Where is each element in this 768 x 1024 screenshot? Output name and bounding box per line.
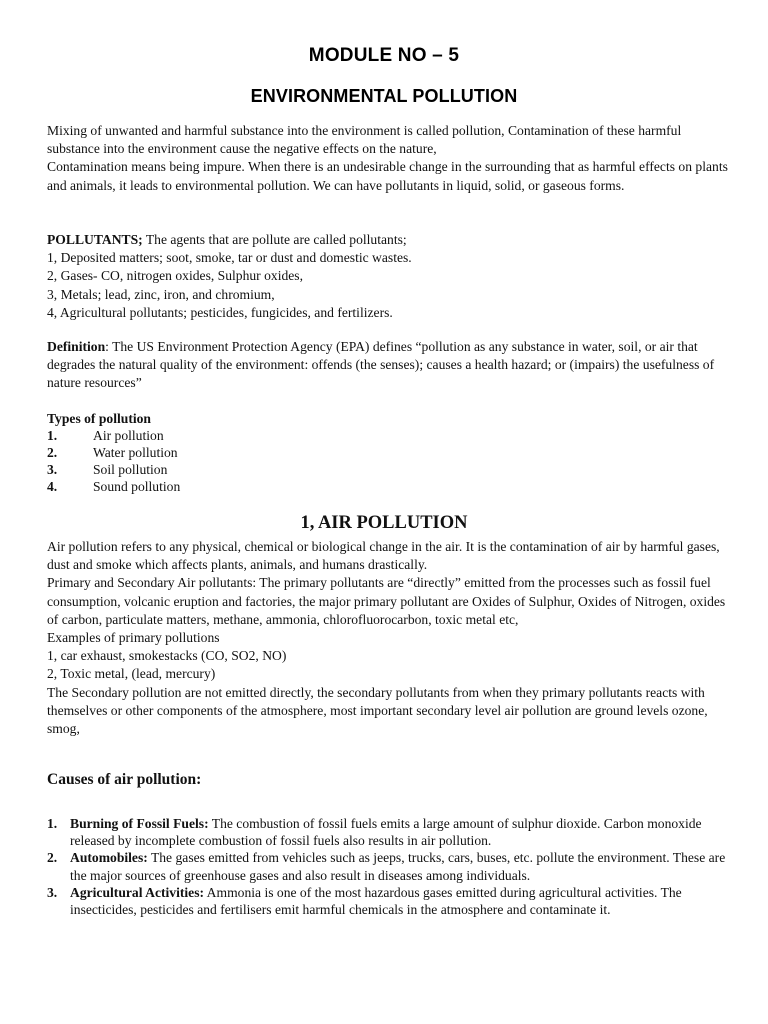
types-section <box>47 410 730 495</box>
pollutants-section <box>47 231 730 322</box>
pollutant-item: 2, Gases- CO, nitrogen oxides, Sulphur oxides, <box>47 268 303 284</box>
air-pollution-section <box>47 538 730 738</box>
definition-section <box>47 338 730 393</box>
list-label: Air pollution <box>93 428 164 443</box>
module-number-heading: MODULE NO – 5 <box>308 45 460 66</box>
air-paragraph: Examples of primary pollutions <box>47 630 220 646</box>
pollutants-text: The agents that are pollute are called pollutants; <box>142 232 407 247</box>
list-item <box>47 427 730 444</box>
list-number: 3. <box>47 462 58 477</box>
air-paragraph: 1, car exhaust, smokestacks (CO, SO2, NO) <box>47 648 287 664</box>
list-item <box>47 444 730 461</box>
pollutants-label: POLLUTANTS; <box>47 232 143 247</box>
types-heading <box>47 410 730 427</box>
air-pollution-heading: 1, AIR POLLUTION <box>300 513 468 533</box>
cause-text: Ammonia is one of the most hazardous gases emitted during agricultural activities. The insecticides, pesticides and fertilisers emit harmful chemicals in the atmosphere and contaminate it. <box>70 884 682 918</box>
intro-paragraph: Contamination means being impure. When there is an undesirable change in the surrounding that as harmful effects on plants and animals, it leads to environmental pollution. We can have pollutants in liquid, solid, or gaseous forms. <box>47 159 728 193</box>
list-text <box>70 849 730 883</box>
cause-label: Agricultural Activities: <box>70 884 205 900</box>
cause-text: The combustion of fossil fuels emits a large amount of sulphur dioxide. Carbon monoxide released by incomplete combustion of fossil fuels also results in air pollution. <box>70 816 702 849</box>
list-item <box>47 478 730 495</box>
definition-text: : The US Environment Protection Agency (EPA) defines “pollution as any substance in water, soil, or air that degrades the natural quality of the environment: offends (the senses); causes a health hazard; or (impairs) the usefulness of nature resources” <box>47 339 715 391</box>
list-item <box>47 849 730 883</box>
intro-section <box>47 122 730 195</box>
cause-text: The gases emitted from vehicles such as jeeps, trucks, cars, buses, etc. pollute the environment. These are the major sources of greenhouse gases and also result in diseases among individuals. <box>70 850 726 883</box>
pollutant-item: 1, Deposited matters; soot, smoke, tar or dust and domestic wastes. <box>47 250 412 266</box>
list-label: Water pollution <box>93 445 178 460</box>
causes-heading: Causes of air pollution: <box>47 771 202 788</box>
definition-paragraph <box>47 338 730 393</box>
pollutant-item: 3, Metals; lead, zinc, iron, and chromium, <box>47 286 275 302</box>
list-number: 3. <box>47 884 58 900</box>
air-paragraph: 2, Toxic metal, (lead, mercury) <box>47 666 216 682</box>
list-text <box>70 884 730 918</box>
pollutant-item: 4, Agricultural pollutants; pesticides, fungicides, and fertilizers. <box>47 304 393 320</box>
pollutants-intro <box>47 231 730 249</box>
list-item <box>47 461 730 478</box>
list-label: Soil pollution <box>93 462 168 477</box>
list-item <box>47 884 730 918</box>
list-number: 4. <box>47 479 58 494</box>
causes-list <box>47 815 730 918</box>
air-paragraph: Air pollution refers to any physical, chemical or biological change in the air. It is the contamination of air by harmful gases, dust and smoke which affects plants, animals, and humans drastically. <box>47 539 720 573</box>
intro-paragraph: Mixing of unwanted and harmful substance into the environment is called pollution, Contamination of these harmful substance into the environment cause the negative effects on the nature, <box>47 123 682 157</box>
list-number: 2. <box>47 445 58 460</box>
list-label: Sound pollution <box>93 479 181 494</box>
definition-label: Definition <box>47 339 106 354</box>
causes-section <box>47 815 730 918</box>
types-list <box>47 427 730 495</box>
list-number: 2. <box>47 850 58 866</box>
cause-label: Burning of Fossil Fuels: <box>70 816 209 831</box>
air-paragraph: Primary and Secondary Air pollutants: The primary pollutants are “directly” emitted from the processes such as fossil fuel consumption, volcanic eruption and factories, the major primary pollutant are Oxides of Sulphur, Oxides of Nitrogen, oxides of carbon, particulate matters, methane, ammonia, chlorofluorocarbon, toxic metal etc, <box>47 575 726 627</box>
list-item <box>47 815 730 849</box>
cause-label: Automobiles: <box>70 850 148 866</box>
list-number: 1. <box>47 428 58 443</box>
air-paragraph: The Secondary pollution are not emitted directly, the secondary pollutants from when they primary pollutants reacts with themselves or other components of the atmosphere, most important secondary level air pollution are ground levels ozone, smog, <box>47 684 708 737</box>
document-title: ENVIRONMENTAL POLLUTION <box>250 86 518 106</box>
list-number: 1. <box>47 816 58 831</box>
list-text <box>70 815 730 849</box>
types-heading-text: Types of pollution <box>47 411 151 426</box>
